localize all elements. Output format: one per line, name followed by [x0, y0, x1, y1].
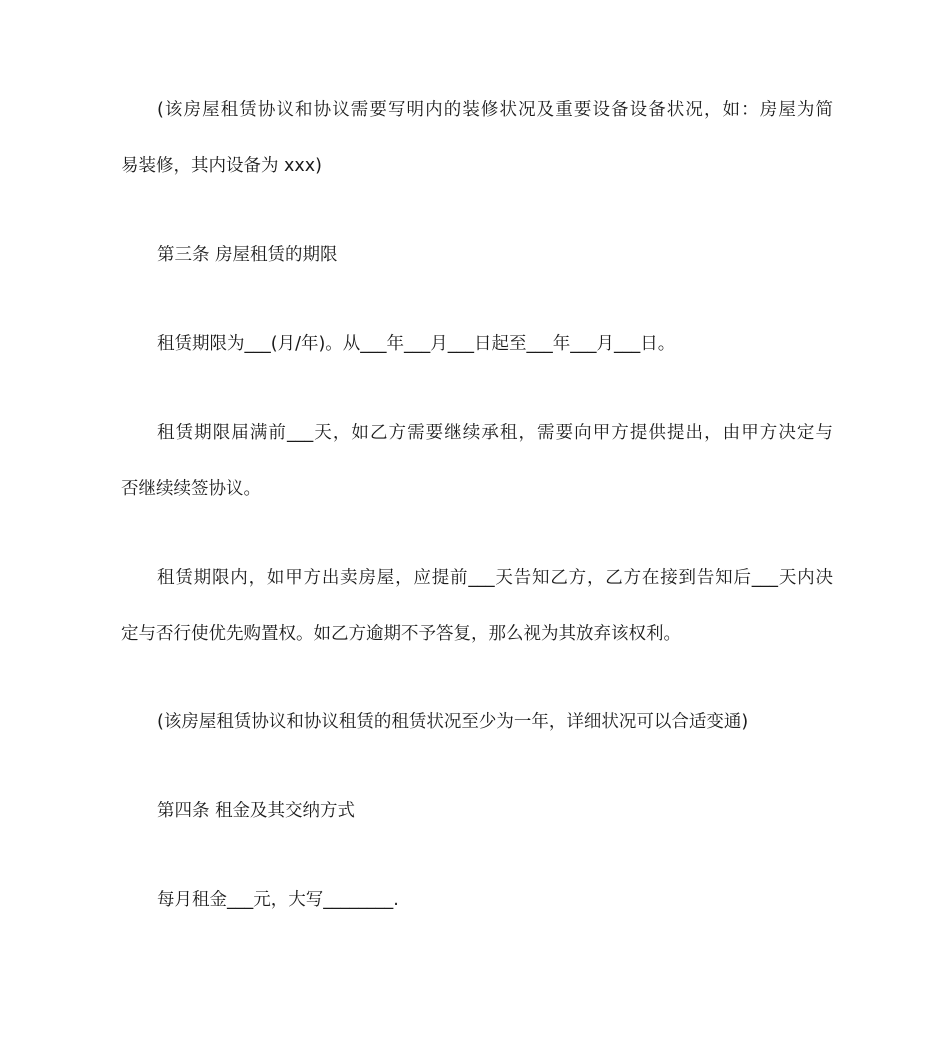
paragraph-preemption-line-1: 租赁期限内，如甲方出卖房屋，应提前___天告知乙方，乙方在接到告知后___天内决	[157, 568, 833, 588]
paragraph-term-note: (该房屋租赁协议和协议租赁的租赁状况至少为一年，详细状况可以合适变通)	[157, 712, 749, 732]
paragraph-decoration-note-line-1: (该房屋租赁协议和协议需要写明内的装修状况及重要设备设备状况，如：房屋为简	[157, 100, 833, 120]
paragraph-renewal-line-2: 否继续续签协议。	[121, 479, 261, 499]
paragraph-monthly-rent: 每月租金___元，大写________.	[157, 890, 399, 910]
paragraph-preemption-line-2: 定与否行使优先购置权。如乙方逾期不予答复，那么视为其放弃该权利。	[121, 624, 681, 644]
article-3-heading: 第三条 房屋租赁的期限	[157, 245, 338, 265]
paragraph-renewal-line-1: 租赁期限届满前___天，如乙方需要继续承租，需要向甲方提供提出，由甲方决定与	[157, 423, 833, 443]
paragraph-lease-term: 租赁期限为___(月/年)。从___年___月___日起至___年___月___日。	[157, 334, 676, 354]
paragraph-decoration-note-line-2: 易装修，其内设备为 xxx)	[121, 156, 322, 176]
article-4-heading: 第四条 租金及其交纳方式	[157, 801, 356, 821]
